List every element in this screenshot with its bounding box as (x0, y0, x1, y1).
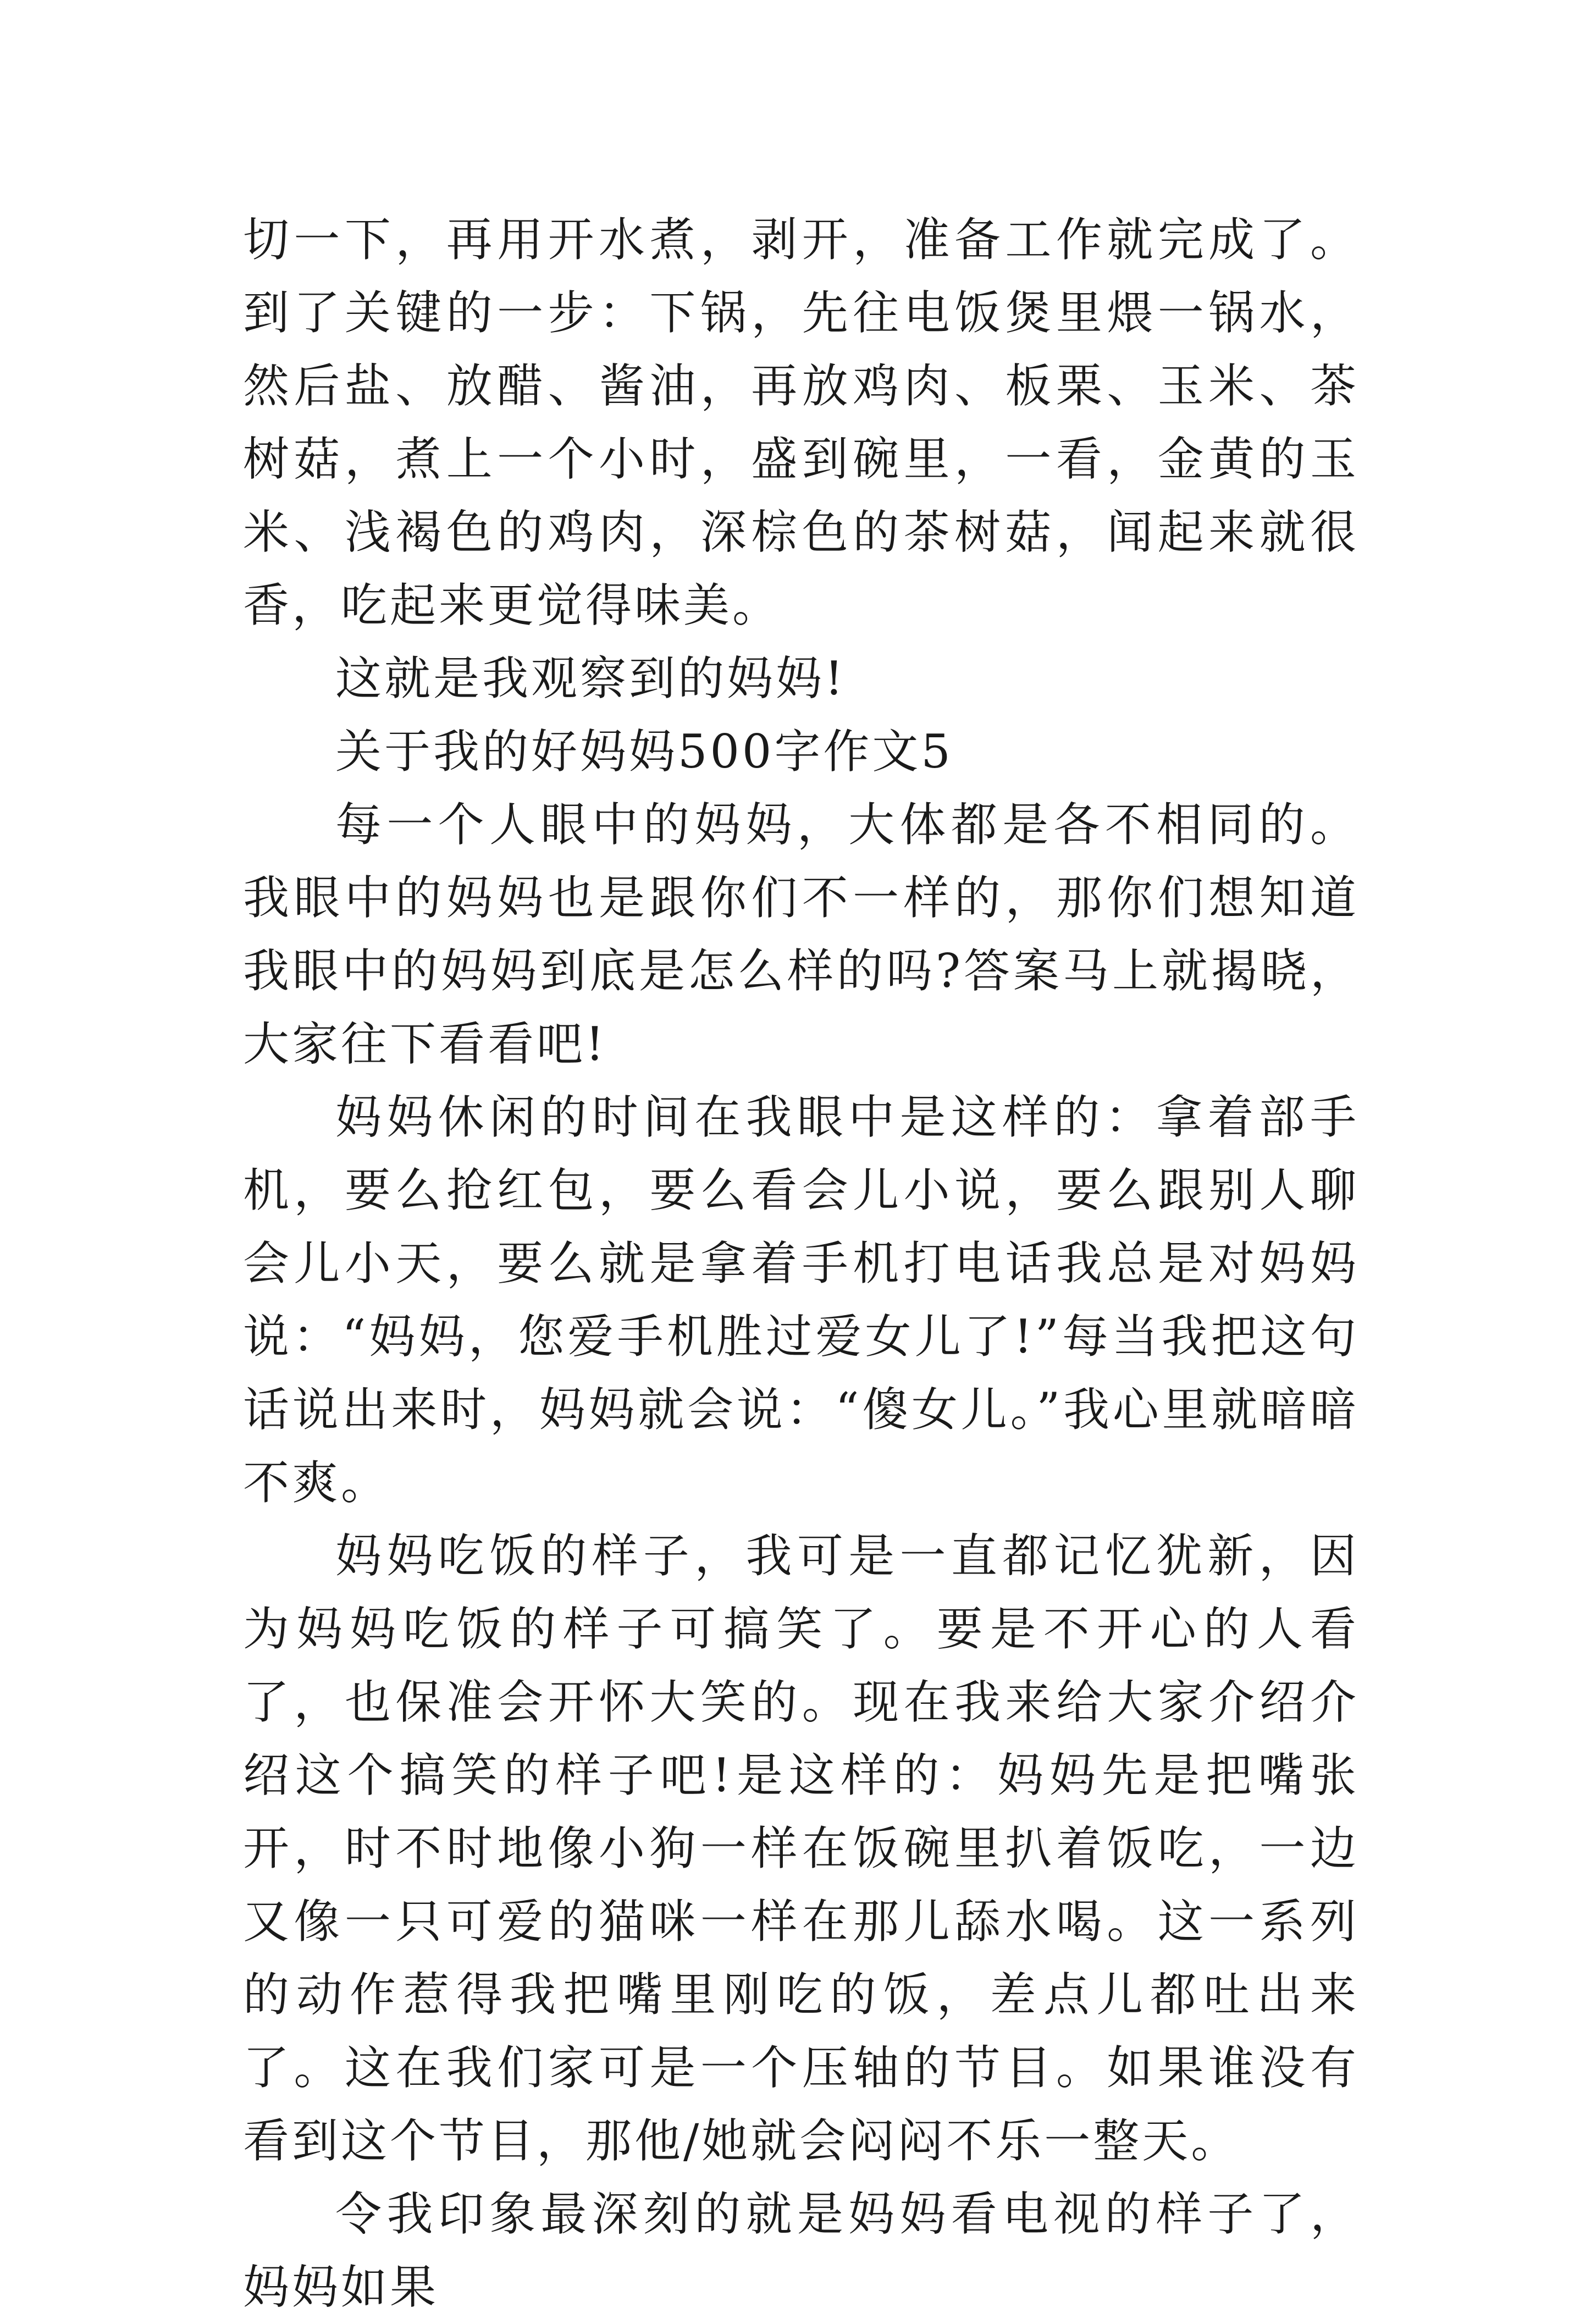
paragraph-eating: 妈妈吃饭的样子，我可是一直都记忆犹新，因为妈妈吃饭的样子可搞笑了。要是不开心的人看了，也保准会开怀大笑的。现在我来给大家介绍介绍这个搞笑的样子吧!是这样的：妈妈先是把嘴张开，时不时地像小狗一样在饭碗里扒着饭吃，一边又像一只可爱的猫咪一样在那儿舔水喝。这一系列的动作惹得我把嘴里刚吃的饭，差点儿都吐出来了。这在我们家可是一个压轴的节目。如果谁没有看到这个节目，那他/她就会闷闷不乐一整天。 (243, 1529, 1359, 2168)
document-body (243, 203, 1359, 2324)
paragraph-watching-tv: 令我印象最深刻的就是妈妈看电视的样子了，妈妈如果 (243, 2187, 1359, 2314)
paragraph-observed-mom: 这就是我观察到的妈妈! (335, 652, 846, 705)
paragraph-leisure-time: 妈妈休闲的时间在我眼中是这样的：拿着部手机，要么抢红包，要么看会儿小说，要么跟别人聊会儿小天，要么就是拿着手机打电话我总是对妈妈说：“妈妈，您爱手机胜过爱女儿了!”每当我把这句话说出来时，妈妈就会说：“傻女儿。”我心里就暗暗不爽。 (243, 1090, 1359, 1510)
paragraph-intro: 每一个人眼中的妈妈，大体都是各不相同的。我眼中的妈妈也是跟你们不一样的，那你们想知道我眼中的妈妈到底是怎么样的吗?答案马上就揭晓，大家往下看看吧! (243, 798, 1359, 1071)
paragraph-cooking-steps: 切一下，再用开水煮，剥开，准备工作就完成了。到了关键的一步：下锅，先往电饭煲里煨一锅水，然后盐、放醋、酱油，再放鸡肉、板栗、玉米、茶树菇，煮上一个小时，盛到碗里，一看，金黄的玉米、浅褐色的鸡肉，深棕色的茶树菇，闻起来就很香，吃起来更觉得味美。 (243, 213, 1359, 632)
essay-heading: 关于我的好妈妈500字作文5 (335, 725, 953, 779)
